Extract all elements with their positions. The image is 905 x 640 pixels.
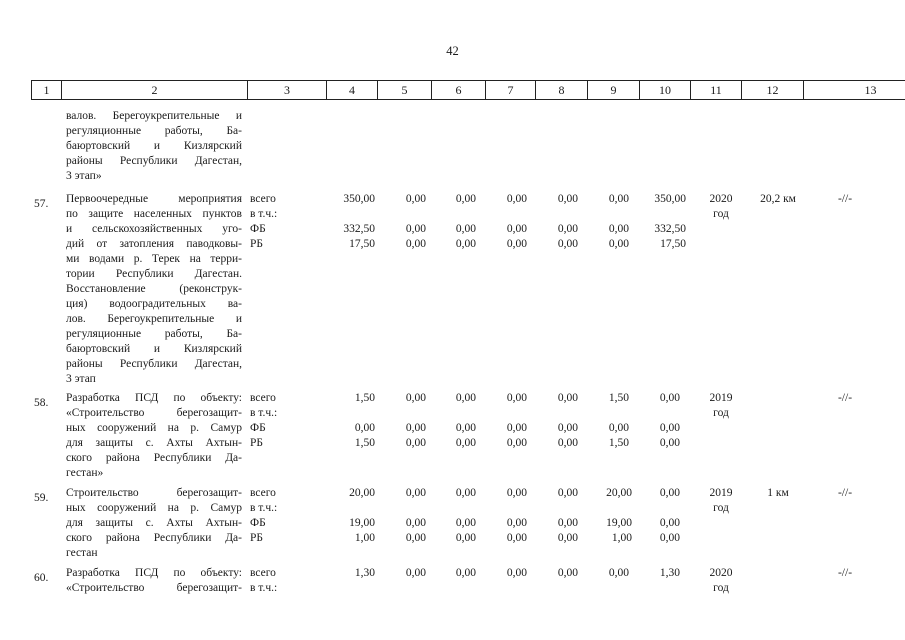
text-line: ского района Республики Да- xyxy=(66,532,242,544)
funding-source: ФБ xyxy=(250,223,266,235)
year-cell: 2020 xyxy=(709,193,733,205)
value-cell: 0,00 xyxy=(557,223,578,235)
row-description xyxy=(66,391,242,481)
value-cell: 0,00 xyxy=(455,437,476,449)
value-cell: 0,00 xyxy=(405,392,426,404)
funding-source: в т.ч.: xyxy=(250,208,278,220)
value-cell: 1,00 xyxy=(611,532,632,544)
funding-source: в т.ч.: xyxy=(250,582,278,594)
value-cell: 0,00 xyxy=(608,422,629,434)
text-line: лов. Берегоукрепительные и xyxy=(66,313,242,325)
value-cell: 0,00 xyxy=(455,422,476,434)
text-line: ми водами р. Терек на терри- xyxy=(66,253,242,265)
value-cell: 0,00 xyxy=(405,487,426,499)
value-cell: 0,00 xyxy=(659,422,680,434)
value-cell: 1,00 xyxy=(354,532,375,544)
text-line: для защиты с. Ахты Ахтын- xyxy=(66,437,242,449)
note-cell: -//- xyxy=(837,193,853,205)
col-header-13: 13 xyxy=(804,81,905,100)
row-description xyxy=(66,566,242,596)
col-header-10: 10 xyxy=(640,81,691,100)
value-cell: 0,00 xyxy=(455,487,476,499)
row-number: 57. xyxy=(34,198,49,210)
col-header-4: 4 xyxy=(327,81,378,100)
value-cell: 0,00 xyxy=(405,238,426,250)
funding-source: РБ xyxy=(250,532,263,544)
value-cell: 0,00 xyxy=(506,238,527,250)
text-line: районы Республики Дагестан, xyxy=(66,358,242,370)
text-line: и сельскохозяйственных уго- xyxy=(66,223,242,235)
value-cell: 0,00 xyxy=(608,238,629,250)
value-cell: 0,00 xyxy=(405,517,426,529)
col-header-3: 3 xyxy=(248,81,327,100)
text-line: районы Республики Дагестан, xyxy=(66,155,242,167)
value-cell: 0,00 xyxy=(557,532,578,544)
value-cell: 0,00 xyxy=(455,238,476,250)
value-cell: 0,00 xyxy=(557,422,578,434)
note-cell: -//- xyxy=(837,392,853,404)
value-cell: 350,00 xyxy=(654,193,686,205)
page-number: 42 xyxy=(446,44,459,58)
value-cell: 0,00 xyxy=(405,437,426,449)
value-cell: 0,00 xyxy=(506,437,527,449)
value-cell: 0,00 xyxy=(506,422,527,434)
text-line: 3 этап xyxy=(66,373,96,385)
text-line: регуляционные работы, Ба- xyxy=(66,125,242,137)
value-cell: 0,00 xyxy=(557,517,578,529)
note-cell: -//- xyxy=(837,487,853,499)
value-cell: 0,00 xyxy=(405,567,426,579)
col-header-12: 12 xyxy=(742,81,804,100)
text-line: «Строительство берегозащит- xyxy=(66,407,242,419)
value-cell: 0,00 xyxy=(557,487,578,499)
col-header-1: 1 xyxy=(32,81,62,100)
text-line: Строительство берегозащит- xyxy=(66,487,242,499)
text-line: ных сооружений на р. Самур xyxy=(66,502,242,514)
col-header-7: 7 xyxy=(486,81,536,100)
col-header-6: 6 xyxy=(432,81,486,100)
value-cell: 19,00 xyxy=(606,517,632,529)
funding-source: всего xyxy=(250,392,276,404)
value-cell: 350,00 xyxy=(343,193,375,205)
text-line: гестан xyxy=(66,547,98,559)
text-line: ных сооружений на р. Самур xyxy=(66,422,242,434)
year-cell: год xyxy=(713,502,729,514)
value-cell: 0,00 xyxy=(557,437,578,449)
text-line: ского района Республики Да- xyxy=(66,452,242,464)
text-line: ция) водооградительных ва- xyxy=(66,298,242,310)
value-cell: 0,00 xyxy=(506,193,527,205)
funding-source: в т.ч.: xyxy=(250,407,278,419)
row-number: 59. xyxy=(34,492,49,504)
value-cell: 1,50 xyxy=(354,437,375,449)
funding-source: всего xyxy=(250,487,276,499)
value-cell: 0,00 xyxy=(506,567,527,579)
text-line: тории Республики Дагестан. xyxy=(66,268,242,280)
col-header-8: 8 xyxy=(536,81,588,100)
value-cell: 1,30 xyxy=(659,567,680,579)
text-line: Разработка ПСД по объекту: xyxy=(66,392,242,404)
col-header-5: 5 xyxy=(378,81,432,100)
value-cell: 0,00 xyxy=(557,392,578,404)
value-cell: 0,00 xyxy=(608,223,629,235)
value-cell: 0,00 xyxy=(455,532,476,544)
value-cell: 0,00 xyxy=(659,517,680,529)
text-line: «Строительство берегозащит- xyxy=(66,582,242,594)
value-cell: 0,00 xyxy=(354,422,375,434)
row-description xyxy=(66,192,242,387)
value-cell: 1,50 xyxy=(354,392,375,404)
value-cell: 0,00 xyxy=(405,532,426,544)
row-number: 60. xyxy=(34,572,49,584)
year-cell: 2019 xyxy=(709,487,733,499)
row-description xyxy=(66,486,242,561)
continuation-text xyxy=(66,109,242,184)
value-cell: 0,00 xyxy=(405,223,426,235)
value-cell: 0,00 xyxy=(608,567,629,579)
value-cell: 1,50 xyxy=(608,437,629,449)
text-line: валов. Берегоукрепительные и xyxy=(66,110,242,122)
year-cell: год xyxy=(713,208,729,220)
value-cell: 20,00 xyxy=(349,487,375,499)
value-cell: 0,00 xyxy=(659,487,680,499)
value-cell: 0,00 xyxy=(557,567,578,579)
value-cell: 0,00 xyxy=(506,392,527,404)
year-cell: год xyxy=(713,582,729,594)
note-cell: -//- xyxy=(837,567,853,579)
funding-source: ФБ xyxy=(250,517,266,529)
year-cell: 2019 xyxy=(709,392,733,404)
column-number-header xyxy=(31,80,905,100)
funding-source: ФБ xyxy=(250,422,266,434)
value-cell: 17,50 xyxy=(660,238,686,250)
text-line: 3 этап» xyxy=(66,170,102,182)
value-cell: 0,00 xyxy=(506,223,527,235)
funding-source: всего xyxy=(250,567,276,579)
col-header-2: 2 xyxy=(62,81,248,100)
value-cell: 332,50 xyxy=(343,223,375,235)
text-line: дий от затопления паводковы- xyxy=(66,238,242,250)
value-cell: 1,30 xyxy=(354,567,375,579)
value-cell: 0,00 xyxy=(608,193,629,205)
text-line: гестан» xyxy=(66,467,104,479)
result-cell: 1 км xyxy=(767,487,789,499)
value-cell: 0,00 xyxy=(659,437,680,449)
value-cell: 0,00 xyxy=(455,517,476,529)
text-line: Восстановление (реконструк- xyxy=(66,283,242,295)
value-cell: 17,50 xyxy=(349,238,375,250)
value-cell: 332,50 xyxy=(654,223,686,235)
value-cell: 0,00 xyxy=(506,517,527,529)
text-line: баюртовский и Кизлярский xyxy=(66,140,242,152)
value-cell: 0,00 xyxy=(557,193,578,205)
funding-source: РБ xyxy=(250,238,263,250)
value-cell: 19,00 xyxy=(349,517,375,529)
text-line: баюртовский и Кизлярский xyxy=(66,343,242,355)
value-cell: 0,00 xyxy=(455,567,476,579)
text-line: по защите населенных пунктов xyxy=(66,208,242,220)
text-line: Разработка ПСД по объекту: xyxy=(66,567,242,579)
value-cell: 0,00 xyxy=(405,422,426,434)
year-cell: год xyxy=(713,407,729,419)
text-line: регуляционные работы, Ба- xyxy=(66,328,242,340)
text-line: для защиты с. Ахты Ахтын- xyxy=(66,517,242,529)
col-header-11: 11 xyxy=(691,81,742,100)
value-cell: 0,00 xyxy=(506,532,527,544)
value-cell: 0,00 xyxy=(557,238,578,250)
result-cell: 20,2 км xyxy=(760,193,796,205)
text-line: Первоочередные мероприятия xyxy=(66,193,242,205)
funding-source: в т.ч.: xyxy=(250,502,278,514)
value-cell: 0,00 xyxy=(506,487,527,499)
value-cell: 0,00 xyxy=(659,392,680,404)
value-cell: 0,00 xyxy=(405,193,426,205)
value-cell: 0,00 xyxy=(455,193,476,205)
value-cell: 1,50 xyxy=(608,392,629,404)
col-header-9: 9 xyxy=(588,81,640,100)
value-cell: 0,00 xyxy=(659,532,680,544)
funding-source: РБ xyxy=(250,437,263,449)
funding-source: всего xyxy=(250,193,276,205)
value-cell: 20,00 xyxy=(606,487,632,499)
value-cell: 0,00 xyxy=(455,392,476,404)
row-number: 58. xyxy=(34,397,49,409)
value-cell: 0,00 xyxy=(455,223,476,235)
year-cell: 2020 xyxy=(709,567,733,579)
